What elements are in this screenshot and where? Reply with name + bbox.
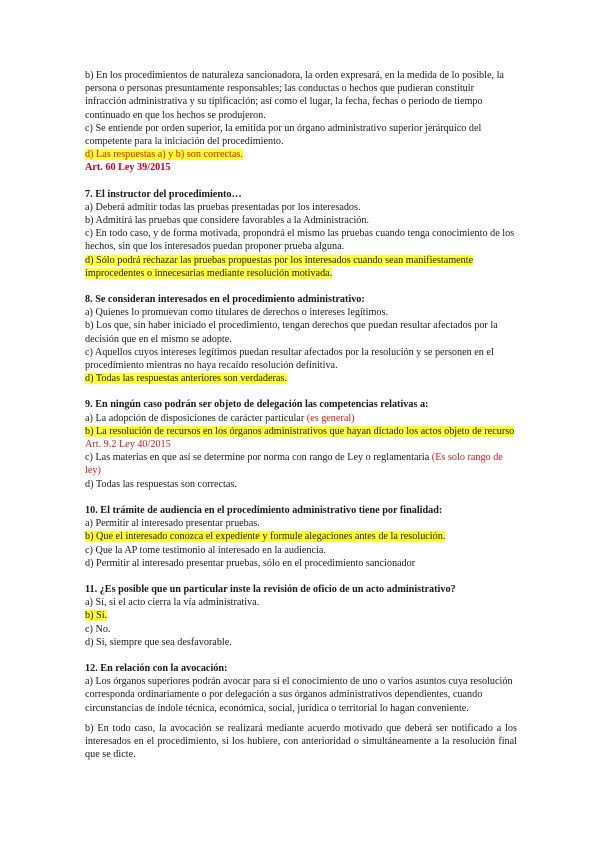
question-11 (85, 583, 517, 649)
q9-option-a-text: a) La adopción de disposiciones de carácter particular (85, 412, 307, 424)
q9-title: 9. En ningún caso podrán ser objeto de delegación las competencias relativas a: (85, 399, 429, 411)
question-12 (85, 662, 517, 761)
q12-paragraph-a: a) Los órganos superiores podrán avocar para sí el conocimiento de uno o varios asuntos cuya resolución corresponda ordinariamente o por delegación a sus órganos administrativos dependientes, cuando circunstancias de índole técnica, económica, social, jurídica o territorial lo hagan conveniente. (85, 676, 513, 714)
q9-legal-reference: Art. 9.2 Ley 40/2015 (85, 439, 171, 451)
q7-option-a: a) Deberá admitir todas las pruebas presentadas por los interesados. (85, 201, 361, 213)
q9-option-c-note: (Es solo rango de ley) (85, 452, 503, 477)
q11-option-c: c) No. (85, 623, 111, 635)
q9-option-a-note: (es general) (306, 412, 355, 424)
q6-legal-reference: Art. 60 Ley 39/2015 (85, 162, 171, 174)
q8-title: 8. Se consideran interesados en el procedimiento administrativo: (85, 294, 365, 306)
question-10 (85, 504, 517, 570)
q9-option-b-answer: b) La resolución de recursos en los órganos administrativos que hayan dictado los actos objeto de recurso (85, 425, 515, 437)
question-8 (85, 293, 517, 385)
q8-option-b: b) Los que, sin haber iniciado el procedimiento, tengan derechos que puedan resultar afectados por la decisión que en el mismo se adopte. (85, 320, 498, 345)
q12-paragraph-b: b) En todo caso, la avocación se realizará mediante acuerdo motivado que deberá ser notificado a los interesados en el procedimiento, si los hubiere, con anterioridad o simultáneamente a la resolución final que se dicte. (85, 722, 517, 761)
q7-option-c: c) En todo caso, y de forma motivada, propondrá el mismo las pruebas cuando tenga conocimiento de los hechos, sin que los interesados puedan proponer prueba alguna. (85, 228, 515, 253)
q9-option-a (85, 412, 517, 425)
q9-option-c-text: c) Las materias en que así se determine por norma con rango de Ley o reglamentaria (85, 452, 432, 464)
q7-option-b: b) Admitirá las pruebas que considere favorables a la Administración. (85, 215, 370, 227)
q10-title: 10. El trámite de audiencia en el procedimiento administrativo tiene por finalidad: (85, 504, 443, 516)
question-7 (85, 188, 517, 280)
q10-option-a: a) Permitir al interesado presentar pruebas. (85, 518, 260, 530)
q7-title: 7. El instructor del procedimiento… (85, 188, 242, 200)
question-6-continuation (85, 69, 517, 175)
q10-option-b-answer: b) Que el interesado conozca el expediente y formule alegaciones antes de la resolución. (85, 531, 446, 543)
document-page (85, 69, 517, 761)
q7-option-d-answer: d) Sólo podrá rechazar las pruebas propuestas por los interesados cuando sean manifiestamente improcedentes o innecesarias mediante resolución motivada. (85, 254, 474, 279)
q9-option-c (85, 451, 517, 477)
q9-option-d: d) Todas las respuestas son correctas. (85, 478, 237, 490)
q6-option-b: b) En los procedimientos de naturaleza sancionadora, la orden expresará, en la medida de lo posible, la persona o personas presuntamente responsables; las conductas o hechos que pudieran constituir infracción administrativa y su tipificación; así como el lugar, la fecha, fechas o periodo de tiempo continuado en que los hechos se produjeron. (85, 70, 504, 121)
q10-option-c: c) Que la AP tome testimonio al interesado en la audiencia. (85, 544, 326, 556)
q12-title: 12. En relación con la avocación: (85, 662, 228, 674)
q6-option-c: c) Se entiende por orden superior, la emitida por un órgano administrativo superior jerárquico del competente para la iniciación del procedimiento. (85, 122, 482, 148)
q11-option-d: d) Sí, siempre que sea desfavorable. (85, 636, 232, 648)
question-9 (85, 398, 517, 490)
q11-title: 11. ¿Es posible que un particular inste la revisión de oficio de un acto administrativo? (85, 583, 456, 595)
q10-option-d: d) Permitir al interesado presentar pruebas, sólo en el procedimiento sancionador (85, 557, 416, 569)
q8-option-a: a) Quienes lo promuevan como titulares de derechos o intereses legítimos. (85, 307, 388, 319)
q6-option-d-answer: d) Las respuestas a) y b) son correctas. (85, 149, 243, 161)
q11-option-b-answer: b) Sí. (85, 610, 108, 622)
q11-option-a: a) Sí, si el acto cierra la vía administrativa. (85, 597, 260, 609)
q8-option-d-answer: d) Todas las respuestas anteriores son verdaderas. (85, 373, 287, 385)
q8-option-c: c) Aquellos cuyos intereses legítimos puedan resultar afectados por la resolución y se personen en el procedimiento mientras no haya recaído resolución definitiva. (85, 346, 494, 372)
